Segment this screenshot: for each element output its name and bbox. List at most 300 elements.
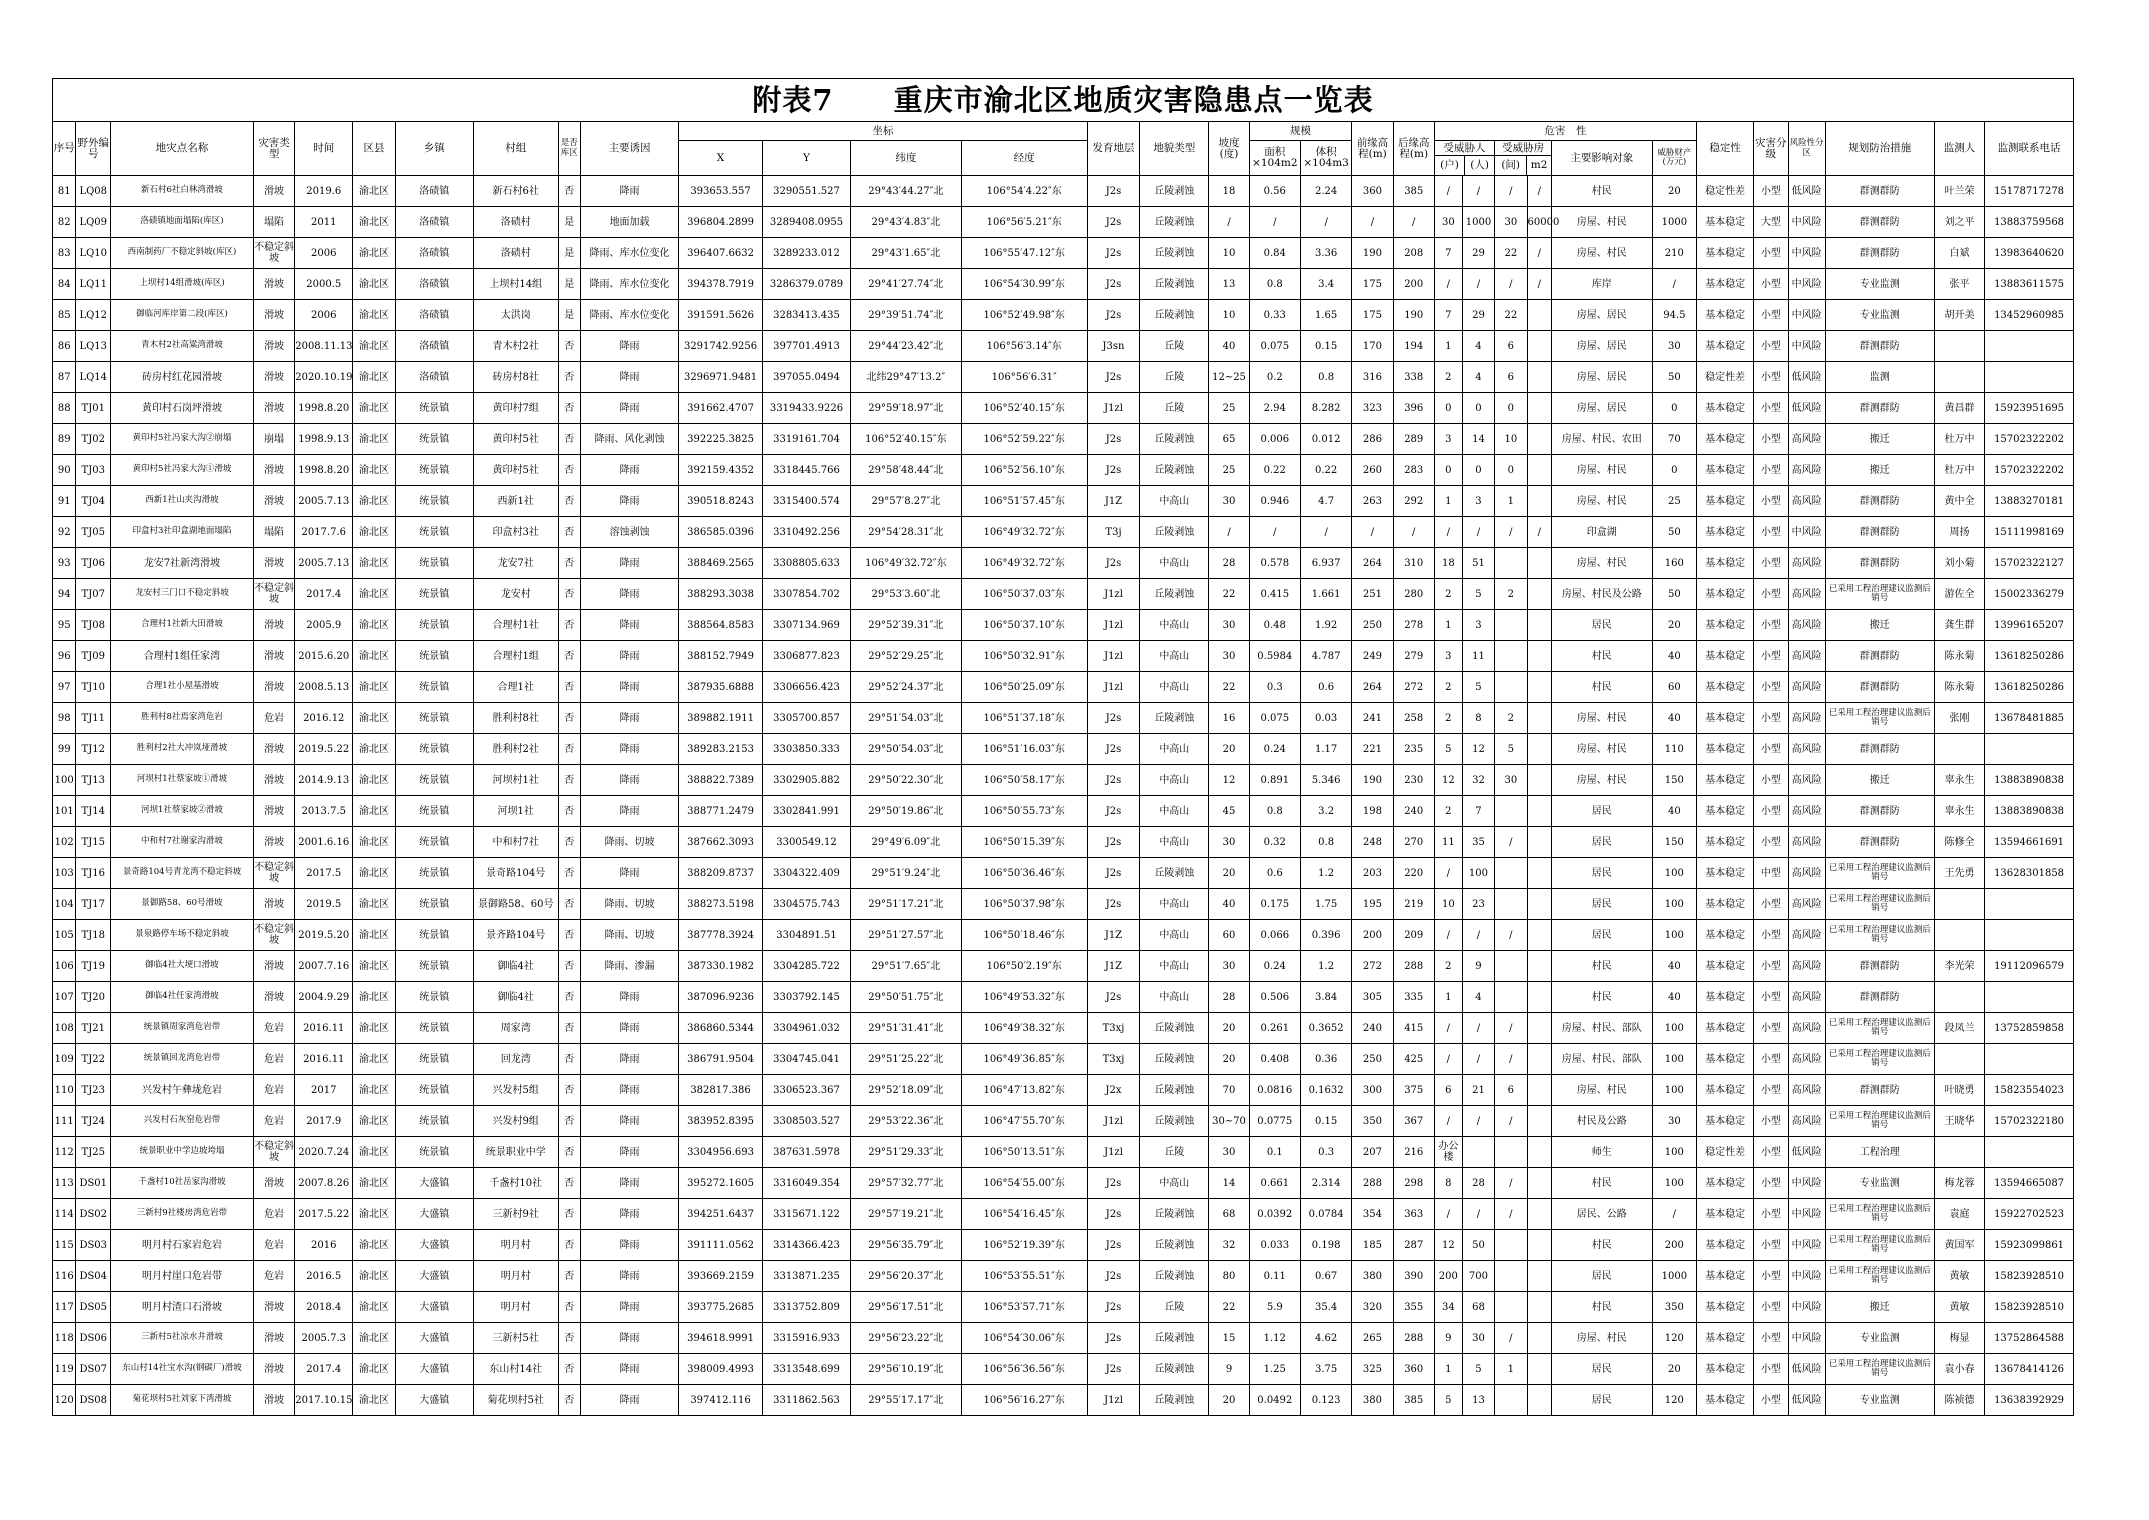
- table-cell: 小型: [1754, 579, 1789, 610]
- table-cell: 109: [53, 1044, 76, 1075]
- table-cell: 大盛镇: [395, 1385, 473, 1416]
- table-cell: 黄中全: [1934, 486, 1984, 517]
- table-cell: 三新村9社楼房湾危岩带: [111, 1199, 254, 1230]
- table-cell: 81: [53, 176, 76, 207]
- table-cell: 群测群防: [1825, 982, 1934, 1013]
- table-cell: /: [1300, 517, 1351, 548]
- table-cell: 335: [1393, 982, 1434, 1013]
- table-cell: 16: [1209, 703, 1249, 734]
- table-cell: 丘陵剥蚀: [1140, 579, 1209, 610]
- table-cell: 滑坡: [253, 1354, 294, 1385]
- table-cell: 190: [1352, 765, 1393, 796]
- table-cell: 降雨: [580, 641, 678, 672]
- table-cell: 降雨、切坡: [580, 920, 678, 951]
- table-cell: 22: [1209, 579, 1249, 610]
- table-cell: TJ13: [76, 765, 111, 796]
- table-cell: /: [1527, 269, 1552, 300]
- table-cell: 292: [1393, 486, 1434, 517]
- table-cell: 大盛镇: [395, 1261, 473, 1292]
- table-cell: 396407.6632: [679, 238, 763, 269]
- table-cell: LQ11: [76, 269, 111, 300]
- table-cell: 统景镇周家湾危岩带: [111, 1013, 254, 1044]
- table-cell: 丘陵剥蚀: [1140, 1385, 1209, 1416]
- table-cell: [1985, 1044, 2074, 1075]
- table-cell: /: [1434, 1106, 1462, 1137]
- table-cell: 9: [1462, 951, 1494, 982]
- table-cell: 统景镇: [395, 641, 473, 672]
- table-cell: [1934, 889, 1984, 920]
- table-cell: 4: [1462, 362, 1494, 393]
- table-cell: 高风险: [1788, 486, 1825, 517]
- table-cell: 106°54′55.00″东: [961, 1168, 1087, 1199]
- table-cell: 丘陵剥蚀: [1140, 703, 1209, 734]
- table-cell: 264: [1352, 548, 1393, 579]
- table-cell: 师生: [1552, 1137, 1652, 1168]
- table-cell: 1.12: [1249, 1323, 1300, 1354]
- table-cell: J1zl: [1087, 393, 1139, 424]
- table-cell: 30: [1495, 207, 1527, 238]
- table-cell: J2s: [1087, 455, 1139, 486]
- table-cell: 3308805.633: [762, 548, 850, 579]
- table-cell: 28: [1209, 548, 1249, 579]
- table-cell: 居民: [1552, 827, 1652, 858]
- table-cell: 387096.9236: [679, 982, 763, 1013]
- col-cause: 主要诱因: [580, 122, 678, 176]
- table-cell: 102: [53, 827, 76, 858]
- table-cell: 106°54′30.06″东: [961, 1323, 1087, 1354]
- table-cell: [1527, 765, 1552, 796]
- table-cell: 29°51′7.65″北: [851, 951, 962, 982]
- table-cell: 3.36: [1300, 238, 1351, 269]
- table-cell: 基本稳定: [1697, 765, 1754, 796]
- table-cell: 基本稳定: [1697, 641, 1754, 672]
- table-cell: 29: [1462, 238, 1494, 269]
- table-cell: 胜利村8社: [473, 703, 558, 734]
- table-cell: 0.8: [1249, 796, 1300, 827]
- table-cell: 危岩: [253, 1106, 294, 1137]
- table-cell: 小型: [1754, 1261, 1789, 1292]
- table-cell: 龙安村: [473, 579, 558, 610]
- table-cell: J2s: [1087, 424, 1139, 455]
- table-cell: 30: [1209, 827, 1249, 858]
- table-cell: 265: [1352, 1323, 1393, 1354]
- table-cell: 群测群防: [1825, 951, 1934, 982]
- table-cell: 滑坡: [253, 610, 294, 641]
- table-cell: 中高山: [1140, 548, 1209, 579]
- table-cell: 3291742.9256: [679, 331, 763, 362]
- table-cell: 杜万中: [1934, 424, 1984, 455]
- table-cell: 洛碛村: [473, 207, 558, 238]
- table-cell: 黄印村7组: [473, 393, 558, 424]
- table-cell: 搬迁: [1825, 455, 1934, 486]
- table-cell: TJ18: [76, 920, 111, 951]
- table-cell: 3.2: [1300, 796, 1351, 827]
- table-cell: 2007.7.16: [295, 951, 353, 982]
- table-cell: 283: [1393, 455, 1434, 486]
- table-cell: 御临4社任家湾滑坡: [111, 982, 254, 1013]
- table-cell: 低风险: [1788, 393, 1825, 424]
- table-cell: 1.75: [1300, 889, 1351, 920]
- table-cell: 龙安村三门口不稳定斜坡: [111, 579, 254, 610]
- table-cell: J2s: [1087, 889, 1139, 920]
- table-cell: 明月村: [473, 1230, 558, 1261]
- table-cell: 305: [1352, 982, 1393, 1013]
- table-cell: 5.346: [1300, 765, 1351, 796]
- table-cell: LQ10: [76, 238, 111, 269]
- table-cell: 房屋、村民: [1552, 548, 1652, 579]
- table-cell: 基本稳定: [1697, 1323, 1754, 1354]
- table-cell: [1985, 982, 2074, 1013]
- table-cell: 3314366.423: [762, 1230, 850, 1261]
- table-cell: 29°51′9.24″北: [851, 858, 962, 889]
- table-cell: 陈永菊: [1934, 641, 1984, 672]
- table-cell: 基本稳定: [1697, 331, 1754, 362]
- table-cell: 小型: [1754, 517, 1789, 548]
- table-cell: 高风险: [1788, 548, 1825, 579]
- table-cell: 丘陵: [1140, 1137, 1209, 1168]
- table-cell: 辜永生: [1934, 796, 1984, 827]
- table-cell: 是: [558, 300, 580, 331]
- table-cell: 94: [53, 579, 76, 610]
- table-cell: 否: [558, 796, 580, 827]
- table-cell: 3306656.423: [762, 672, 850, 703]
- table-cell: 小型: [1754, 920, 1789, 951]
- table-cell: 龚生群: [1934, 610, 1984, 641]
- table-cell: 否: [558, 424, 580, 455]
- table-cell: 菊花坝村5社: [473, 1385, 558, 1416]
- table-cell: 渝北区: [353, 1323, 395, 1354]
- table-cell: 84: [53, 269, 76, 300]
- table-cell: 已采用工程治理建议监测后销号: [1825, 889, 1934, 920]
- table-cell: 御临4社: [473, 982, 558, 1013]
- table-cell: 2016.11: [295, 1044, 353, 1075]
- table-cell: 统景镇: [395, 920, 473, 951]
- table-cell: 降雨: [580, 1168, 678, 1199]
- table-cell: 13883270181: [1985, 486, 2074, 517]
- table-cell: 29°43′1.65″北: [851, 238, 962, 269]
- table-cell: [1527, 1075, 1552, 1106]
- table-cell: 2011: [295, 207, 353, 238]
- table-cell: 175: [1352, 269, 1393, 300]
- table-cell: DS04: [76, 1261, 111, 1292]
- table-cell: [1934, 734, 1984, 765]
- table-cell: /: [1393, 517, 1434, 548]
- table-cell: 12~25: [1209, 362, 1249, 393]
- table-cell: /: [1527, 238, 1552, 269]
- col-area: 面积×104m2: [1249, 141, 1300, 176]
- table-cell: 2.24: [1300, 176, 1351, 207]
- table-cell: /: [1495, 1044, 1527, 1075]
- table-cell: 否: [558, 889, 580, 920]
- table-cell: 房屋、村民、部队: [1552, 1013, 1652, 1044]
- table-cell: 360: [1393, 1354, 1434, 1385]
- table-cell: 111: [53, 1106, 76, 1137]
- table-cell: 3318445.766: [762, 455, 850, 486]
- table-cell: 滑坡: [253, 889, 294, 920]
- table-cell: 基本稳定: [1697, 858, 1754, 889]
- table-cell: 村民: [1552, 672, 1652, 703]
- table-cell: [1527, 300, 1552, 331]
- table-cell: 3306877.823: [762, 641, 850, 672]
- table-cell: 基本稳定: [1697, 1354, 1754, 1385]
- table-cell: 辜永生: [1934, 765, 1984, 796]
- table-cell: 小型: [1754, 455, 1789, 486]
- col-threat-house: 受威胁房: [1495, 141, 1551, 156]
- table-cell: [1985, 734, 2074, 765]
- table-cell: 83: [53, 238, 76, 269]
- table-cell: 13883759568: [1985, 207, 2074, 238]
- table-cell: /: [1495, 176, 1527, 207]
- table-cell: 3290551.527: [762, 176, 850, 207]
- table-cell: 29: [1462, 300, 1494, 331]
- table-cell: J2s: [1087, 362, 1139, 393]
- col-property: 威胁财产(万元): [1652, 141, 1697, 176]
- table-cell: 高风险: [1788, 703, 1825, 734]
- table-cell: 0.48: [1249, 610, 1300, 641]
- table-cell: 250: [1352, 610, 1393, 641]
- table-cell: 13678414126: [1985, 1354, 2074, 1385]
- table-cell: 387662.3093: [679, 827, 763, 858]
- table-cell: 1.17: [1300, 734, 1351, 765]
- table-cell: 114: [53, 1199, 76, 1230]
- table-cell: 1: [1434, 1354, 1462, 1385]
- table-cell: 统景镇: [395, 1106, 473, 1137]
- table-cell: /: [1495, 1106, 1527, 1137]
- table-cell: 0: [1462, 455, 1494, 486]
- table-cell: 袁小春: [1934, 1354, 1984, 1385]
- table-cell: LQ08: [76, 176, 111, 207]
- table-cell: 170: [1352, 331, 1393, 362]
- table-row: [53, 207, 2074, 238]
- table-cell: 4: [1462, 982, 1494, 1013]
- table-cell: 97: [53, 672, 76, 703]
- table-cell: 中高山: [1140, 796, 1209, 827]
- table-cell: 滑坡: [253, 176, 294, 207]
- table-cell: 已采用工程治理建议监测后销号: [1825, 703, 1934, 734]
- table-cell: 危岩: [253, 1230, 294, 1261]
- col-m2: m2: [1530, 159, 1548, 171]
- table-cell: 20: [1209, 734, 1249, 765]
- table-cell: 3296971.9481: [679, 362, 763, 393]
- table-cell: 丘陵剥蚀: [1140, 424, 1209, 455]
- table-cell: 张平: [1934, 269, 1984, 300]
- table-cell: 13983640620: [1985, 238, 2074, 269]
- table-cell: 已采用工程治理建议监测后销号: [1825, 1013, 1934, 1044]
- table-cell: 小型: [1754, 238, 1789, 269]
- table-cell: 338: [1393, 362, 1434, 393]
- table-cell: 15002336279: [1985, 579, 2074, 610]
- table-row: [53, 610, 2074, 641]
- table-cell: 村民: [1552, 1292, 1652, 1323]
- table-cell: 112: [53, 1137, 76, 1168]
- table-cell: 0.2: [1249, 362, 1300, 393]
- table-cell: J3sn: [1087, 331, 1139, 362]
- table-cell: 洛碛镇: [395, 207, 473, 238]
- table-cell: 丘陵剥蚀: [1140, 238, 1209, 269]
- table-cell: 3289233.012: [762, 238, 850, 269]
- table-cell: DS08: [76, 1385, 111, 1416]
- table-cell: 2000.5: [295, 269, 353, 300]
- table-cell: 0.3652: [1300, 1013, 1351, 1044]
- table-cell: 胜利村2社: [473, 734, 558, 765]
- table-cell: 已采用工程治理建议监测后销号: [1825, 1261, 1934, 1292]
- table-cell: 大型: [1754, 207, 1789, 238]
- table-cell: 325: [1352, 1354, 1393, 1385]
- table-cell: 29°49′6.09″北: [851, 827, 962, 858]
- table-cell: 村民及公路: [1552, 1106, 1652, 1137]
- table-cell: 小型: [1754, 703, 1789, 734]
- table-cell: /: [1434, 920, 1462, 951]
- col-lat: 纬度: [851, 141, 962, 176]
- table-cell: 小型: [1754, 827, 1789, 858]
- table-cell: [1934, 982, 1984, 1013]
- table-cell: 黄敏: [1934, 1261, 1984, 1292]
- table-row: [53, 1199, 2074, 1230]
- table-cell: 黄昌群: [1934, 393, 1984, 424]
- table-cell: 大盛镇: [395, 1292, 473, 1323]
- table-cell: 降雨: [580, 1075, 678, 1106]
- table-cell: 印盒村3社印盒湖地面塌陷: [111, 517, 254, 548]
- table-cell: 丘陵剥蚀: [1140, 207, 1209, 238]
- table-cell: J2s: [1087, 207, 1139, 238]
- table-cell: 降雨、库水位变化: [580, 238, 678, 269]
- table-cell: 106°56′5.21″东: [961, 207, 1087, 238]
- table-cell: 否: [558, 362, 580, 393]
- table-cell: 洛碛镇: [395, 269, 473, 300]
- table-cell: 小型: [1754, 486, 1789, 517]
- table-cell: 0.506: [1249, 982, 1300, 1013]
- table-cell: 1.92: [1300, 610, 1351, 641]
- table-cell: 北纬29°47′13.2″: [851, 362, 962, 393]
- table-cell: 11: [1434, 827, 1462, 858]
- table-cell: 219: [1393, 889, 1434, 920]
- table-cell: 菊花坝村5社刘家下湾滑坡: [111, 1385, 254, 1416]
- table-cell: 30: [1434, 207, 1462, 238]
- table-cell: 中高山: [1140, 641, 1209, 672]
- table-cell: 危岩: [253, 1013, 294, 1044]
- table-cell: 渝北区: [353, 1385, 395, 1416]
- table-cell: /: [1393, 207, 1434, 238]
- table-cell: 3316049.354: [762, 1168, 850, 1199]
- table-cell: 12: [1462, 734, 1494, 765]
- table-cell: 已采用工程治理建议监测后销号: [1825, 858, 1934, 889]
- table-cell: 滑坡: [253, 269, 294, 300]
- table-cell: 洛碛镇: [395, 300, 473, 331]
- table-cell: 3304891.51: [762, 920, 850, 951]
- table-cell: 否: [558, 486, 580, 517]
- table-cell: 3304961.032: [762, 1013, 850, 1044]
- table-cell: 278: [1393, 610, 1434, 641]
- table-cell: [1527, 393, 1552, 424]
- table-cell: 241: [1352, 703, 1393, 734]
- table-cell: 西新1社山夹沟滑坡: [111, 486, 254, 517]
- table-cell: 大盛镇: [395, 1199, 473, 1230]
- table-cell: 房屋、村民: [1552, 238, 1652, 269]
- table-cell: 居民: [1552, 1261, 1652, 1292]
- table-cell: 18: [1434, 548, 1462, 579]
- table-cell: 1000: [1652, 207, 1697, 238]
- col-grade: 灾害分级: [1754, 122, 1789, 176]
- table-cell: 办公楼: [1434, 1137, 1462, 1168]
- table-cell: 高风险: [1788, 765, 1825, 796]
- table-cell: 20: [1209, 1385, 1249, 1416]
- table-cell: 2: [1434, 796, 1462, 827]
- table-cell: 35: [1462, 827, 1494, 858]
- table-row: [53, 393, 2074, 424]
- table-cell: 房屋、村民、农田: [1552, 424, 1652, 455]
- table-cell: 394378.7919: [679, 269, 763, 300]
- table-cell: 渝北区: [353, 300, 395, 331]
- table-cell: 小型: [1754, 889, 1789, 920]
- table-cell: 0: [1495, 393, 1527, 424]
- table-cell: TJ01: [76, 393, 111, 424]
- table-cell: 统景镇: [395, 982, 473, 1013]
- table-cell: 2019.5: [295, 889, 353, 920]
- table-cell: 106°52′56.10″东: [961, 455, 1087, 486]
- table-cell: 3302905.882: [762, 765, 850, 796]
- table-cell: 3304575.743: [762, 889, 850, 920]
- table-cell: [1985, 362, 2074, 393]
- table-cell: 小型: [1754, 1199, 1789, 1230]
- table-cell: 居民: [1552, 889, 1652, 920]
- table-cell: 否: [558, 982, 580, 1013]
- table-cell: 0.22: [1300, 455, 1351, 486]
- table-cell: 2016.12: [295, 703, 353, 734]
- table-cell: 0.066: [1249, 920, 1300, 951]
- table-cell: 统景职业中学: [473, 1137, 558, 1168]
- table-cell: 100: [1652, 889, 1697, 920]
- table-cell: 29°52′39.31″北: [851, 610, 962, 641]
- table-cell: 15823928510: [1985, 1261, 2074, 1292]
- table-cell: 3283413.435: [762, 300, 850, 331]
- table-cell: 1.2: [1300, 951, 1351, 982]
- table-cell: 渝北区: [353, 827, 395, 858]
- table-cell: 396804.2899: [679, 207, 763, 238]
- table-cell: 2001.6.16: [295, 827, 353, 858]
- table-cell: 黄印村5社: [473, 455, 558, 486]
- table-cell: 15823554023: [1985, 1075, 2074, 1106]
- table-row: [53, 300, 2074, 331]
- table-cell: 洛碛镇地面塌陷(库区): [111, 207, 254, 238]
- table-cell: [1527, 734, 1552, 765]
- table-cell: 渝北区: [353, 424, 395, 455]
- table-cell: 3319161.704: [762, 424, 850, 455]
- table-cell: TJ22: [76, 1044, 111, 1075]
- table-cell: /: [1495, 1168, 1527, 1199]
- table-cell: 29°50′22.30″北: [851, 765, 962, 796]
- table-cell: 统景职业中学边坡垮塌: [111, 1137, 254, 1168]
- table-cell: 388273.5198: [679, 889, 763, 920]
- table-cell: 30: [1209, 1137, 1249, 1168]
- table-cell: 否: [558, 1044, 580, 1075]
- table-cell: [1495, 1137, 1527, 1168]
- table-cell: 386860.5344: [679, 1013, 763, 1044]
- table-cell: T3xj: [1087, 1013, 1139, 1044]
- table-cell: 3313752.809: [762, 1292, 850, 1323]
- table-cell: 降雨: [580, 734, 678, 765]
- table-cell: 景齐路104号: [473, 920, 558, 951]
- table-cell: 385: [1393, 1385, 1434, 1416]
- table-cell: [1495, 889, 1527, 920]
- table-cell: DS01: [76, 1168, 111, 1199]
- table-cell: [1527, 641, 1552, 672]
- table-cell: TJ08: [76, 610, 111, 641]
- table-cell: 10: [1434, 889, 1462, 920]
- table-cell: 丘陵剥蚀: [1140, 1013, 1209, 1044]
- table-cell: 降雨: [580, 548, 678, 579]
- table-cell: 基本稳定: [1697, 517, 1754, 548]
- table-cell: 13883611575: [1985, 269, 2074, 300]
